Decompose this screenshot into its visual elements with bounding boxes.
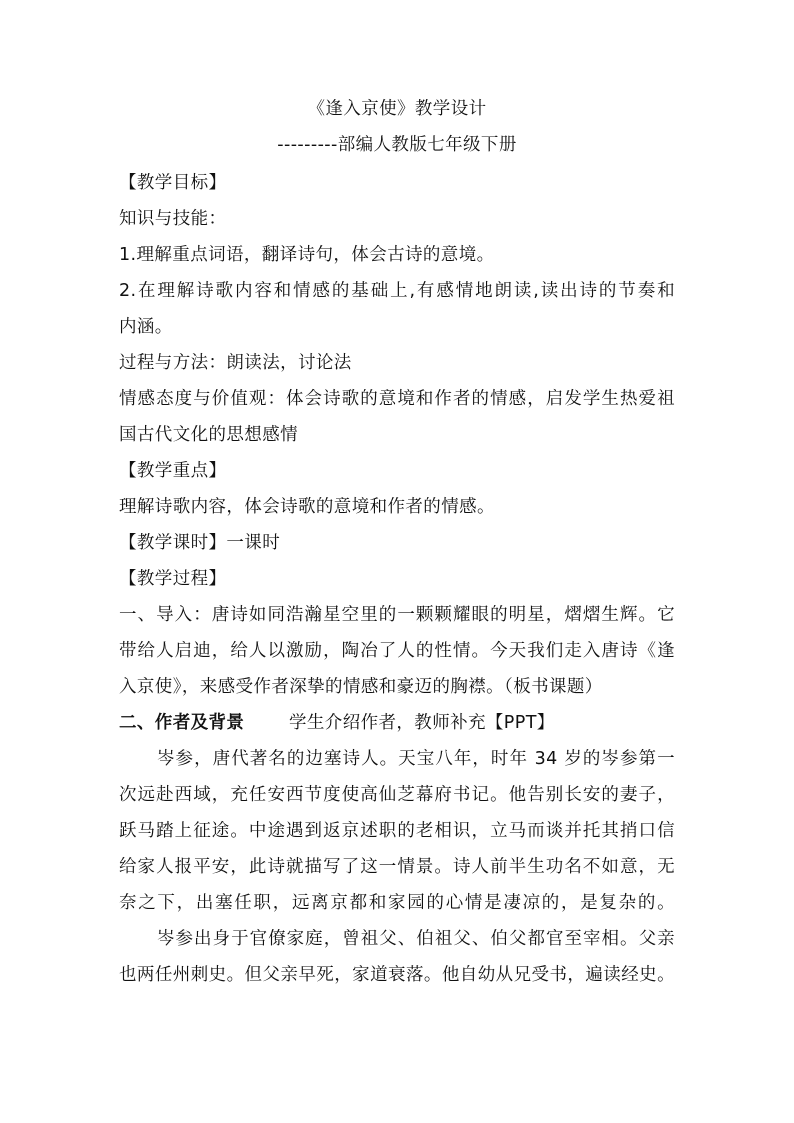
paragraph-line: 国古代文化的思想感情 (119, 425, 298, 445)
document-subtitle: ---------部编人教版七年级下册 (277, 135, 517, 155)
section-heading-key: 【教学重点】 (119, 461, 227, 481)
paragraph-line: 跃马踏上征途。中途遇到返京述职的老相识，立马而谈并托其捎口信 (119, 821, 675, 841)
document-title: 《逢入京使》教学设计 (307, 99, 487, 119)
paragraph-line: 次远赴西域，充任安西节度使高仙芝幕府书记。他告别长安的妻子， (119, 785, 675, 805)
paragraph-line: 知识与技能： (119, 209, 227, 229)
paragraph-line: 带给人启迪，给人以激励，陶冶了人的性情。今天我们走入唐诗《逢 (119, 641, 675, 661)
section-heading-hours: 【教学课时】一课时 (119, 533, 281, 553)
paragraph-line: 2.在理解诗歌内容和情感的基础上,有感情地朗读,读出诗的节奏和 (119, 281, 675, 301)
paragraph-line: 过程与方法：朗读法，讨论法 (119, 353, 352, 373)
paragraph-line: 1.理解重点词语，翻译诗句，体会古诗的意境。 (119, 245, 495, 265)
section-heading-author: 二、作者及背景 (119, 713, 245, 733)
author-note: 学生介绍作者，教师补充【PPT】 (289, 713, 555, 733)
paragraph-line: 入京使》，来感受作者深挚的情感和豪迈的胸襟。（板书课题） (119, 677, 603, 697)
paragraph-line: 也两任州刺史。但父亲早死，家道衰落。他自幼从兄受书，遍读经史。 (119, 965, 675, 985)
section-heading-goals: 【教学目标】 (119, 173, 227, 193)
section-heading-process: 【教学过程】 (119, 569, 227, 589)
paragraph-line: 内涵。 (119, 317, 173, 337)
paragraph-line: 一、导入：唐诗如同浩瀚星空里的一颗颗耀眼的明星，熠熠生辉。它 (119, 605, 675, 625)
paragraph-line: 岑参出身于官僚家庭，曾祖父、伯祖父、伯父都官至宰相。父亲 (157, 929, 675, 949)
paragraph-line: 奈之下，出塞任职，远离京都和家园的心情是凄凉的，是复杂的。 (119, 893, 675, 913)
paragraph-line: 理解诗歌内容，体会诗歌的意境和作者的情感。 (119, 497, 495, 517)
paragraph-line: 给家人报平安，此诗就描写了这一情景。诗人前半生功名不如意，无 (119, 857, 675, 877)
paragraph-line: 岑参，唐代著名的边塞诗人。天宝八年，时年 34 岁的岑参第一 (157, 749, 675, 769)
paragraph-line: 情感态度与价值观：体会诗歌的意境和作者的情感，启发学生热爱祖 (119, 389, 675, 409)
